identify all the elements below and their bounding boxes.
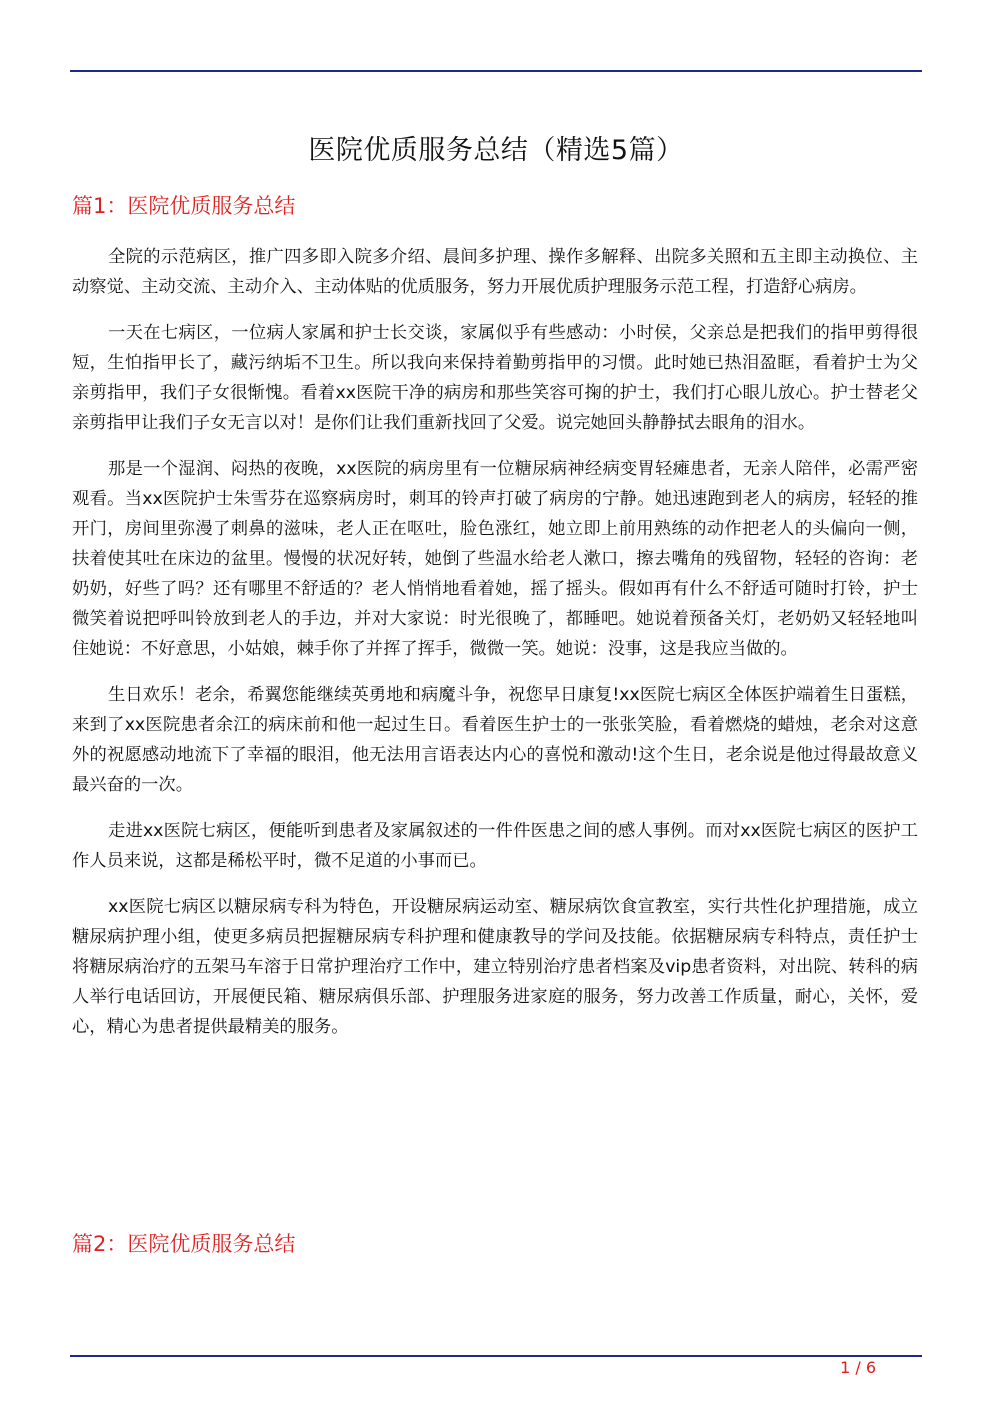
paragraph-2: 一天在七病区，一位病人家属和护士长交谈，家属似乎有些感动：小时侯，父亲总是把我们的指甲剪得很短，生怕指甲长了，藏污纳垢不卫生。所以我向来保持着勤剪指甲的习惯。此时她已热泪盈眶，看着护士为父亲剪指甲，我们子女很惭愧。看着xx医院干净的病房和那些笑容可掬的护士，我们打心眼儿放心。护士替老父亲剪指甲让我们子女无言以对！是你们让我们重新找回了父爱。说完她回头静静拭去眼角的泪水。: [72, 323, 918, 433]
footer-rule: [70, 1355, 922, 1357]
header-rule: [70, 70, 922, 72]
paragraph-4: 生日欢乐！老余，希翼您能继续英勇地和病魔斗争，祝您早日康复!xx医院七病区全体医护端着生日蛋糕，来到了xx医院患者余江的病床前和他一起过生日。看着医生护士的一张张笑脸，看着燃烧的蜡烛，老余对这意外的祝愿感动地流下了幸福的眼泪，他无法用言语表达内心的喜悦和激动!这个生日，老余说是他过得最故意义最兴奋的一次。: [72, 685, 918, 795]
paragraph-5: 走进xx医院七病区，便能听到患者及家属叙述的一件件医患之间的感人事例。而对xx医院七病区的医护工作人员来说，这都是稀松平时，微不足道的小事而已。: [72, 821, 918, 871]
page-indicator: 1 / 6: [840, 1358, 876, 1377]
paragraph-1: 全院的示范病区，推广四多即入院多介绍、晨间多护理、操作多解释、出院多关照和五主即主动换位、主动察觉、主动交流、主动介入、主动体贴的优质服务，努力开展优质护理服务示范工程，打造舒心病房。: [72, 247, 918, 297]
document-title: 医院优质服务总结（精选5篇）: [308, 135, 684, 166]
paragraph-3: 那是一个湿润、闷热的夜晚，xx医院的病房里有一位糖尿病神经病变胃轻瘫患者，无亲人陪伴，必需严密观看。当xx医院护士朱雪芬在巡察病房时，刺耳的铃声打破了病房的宁静。她迅速跑到老人的病房，轻轻的推开门，房间里弥漫了刺鼻的滋味，老人正在呕吐，脸色涨红，她立即上前用熟练的动作把老人的头偏向一侧，扶着使其吐在床边的盆里。慢慢的状况好转，她倒了些温水给老人漱口，擦去嘴角的残留物，轻轻的咨询：老奶奶，好些了吗？还有哪里不舒适的？老人悄悄地看着她，摇了摇头。假如再有什么不舒适可随时打铃，护士微笑着说把呼叫铃放到老人的手边，并对大家说：时光很晚了，都睡吧。她说着预备关灯，老奶奶又轻轻地叫住她说：不好意思，小姑娘，棘手你了并挥了挥手，微微一笑。她说：没事，这是我应当做的。: [72, 459, 918, 659]
section-heading-1: 篇1：医院优质服务总结: [72, 194, 296, 218]
section-heading-2: 篇2：医院优质服务总结: [72, 1232, 296, 1256]
document-body: [72, 242, 918, 1058]
paragraph-6: xx医院七病区以糖尿病专科为特色，开设糖尿病运动室、糖尿病饮食宣教室，实行共性化护理措施，成立糖尿病护理小组，使更多病员把握糖尿病专科护理和健康教导的学问及技能。依据糖尿病专科特点，责任护士将糖尿病治疗的五架马车溶于日常护理治疗工作中，建立特别治疗患者档案及vip患者资料，对出院、转科的病人举行电话回访，开展便民箱、糖尿病俱乐部、护理服务进家庭的服务，努力改善工作质量，耐心，关怀，爱心，精心为患者提供最精美的服务。: [72, 897, 918, 1037]
